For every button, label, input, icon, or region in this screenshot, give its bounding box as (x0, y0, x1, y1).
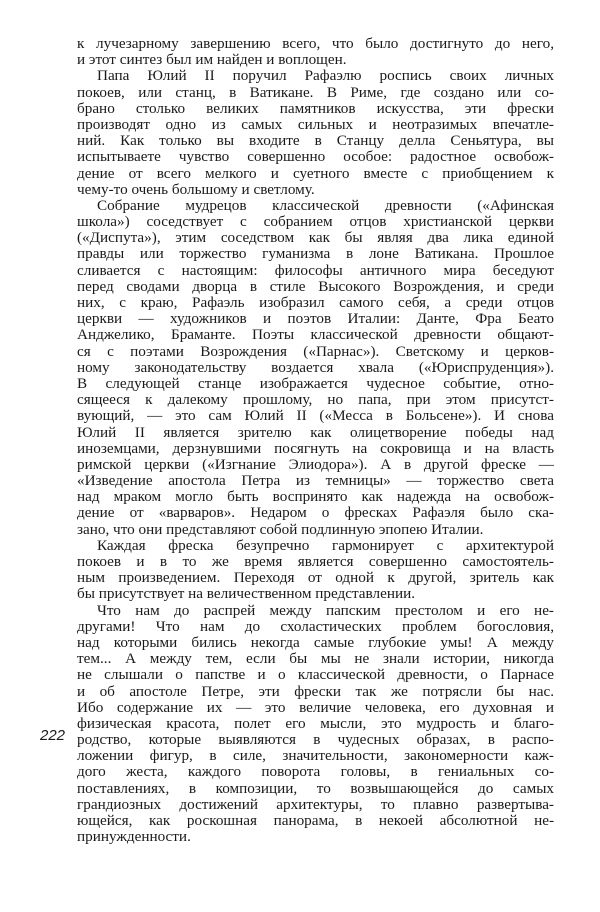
text-line: тем... А между тем, если бы мы не знали истории, никогда (77, 650, 554, 668)
text-line: физическая красота, полет его мысли, это мудрость и благо- (77, 714, 554, 732)
text-line: церкви — художников и поэтов Италии: Данте, Фра Беато (77, 310, 554, 328)
text-line: ний. Как только вы входите в Станцу делла Сеньятура, вы (77, 132, 554, 150)
page-number: 222 (40, 727, 66, 744)
text-line: не слышали о папстве и о классической древности, о Парнасе (77, 666, 554, 684)
text-line: покоев, или станц, в Ватикане. В Риме, где создано или со- (77, 83, 554, 101)
text-line: над которыми бились некогда самые глубокие умы! А между (77, 633, 554, 651)
text-line: поставлениях, в композиции, то возвышающейся до самых (77, 779, 554, 797)
text-line: перед сводами дворца в стиле Высокого Возрождения, и среди (77, 277, 554, 295)
paragraph (77, 198, 554, 538)
text-line: дого жеста, каждого поворота головы, в гениальных со- (77, 763, 554, 781)
text-line: иноземцами, дерзнувшими посягнуть на сокровища и на власть (77, 439, 554, 457)
paragraph (77, 36, 554, 68)
text-line: Собрание мудрецов классической древности («Афинская (97, 196, 554, 214)
text-line: и об апостоле Петре, эти фрески так же потрясли бы нас. (77, 682, 554, 700)
text-line: дение от всего мелкого и суетного вместе с приобщением к (77, 164, 554, 182)
text-line: другами! Что нам до схоластических проблем богословия, (77, 617, 554, 635)
text-line: ложении фигур, в силе, значительности, закономерности каж- (77, 747, 554, 765)
text-line: чему-то очень большому и светлому. (77, 180, 315, 198)
text-line: сящееся к далекому прошлому, но папа, при этом присутст- (77, 391, 554, 409)
text-line: ющейся, как роскошная панорама, в некоей абсолютной не- (77, 812, 554, 829)
text-line: производят одно из самых сильных и неотразимых впечатле- (77, 115, 554, 133)
text-line: и этот синтез был им найден и воплощен. (77, 51, 347, 69)
text-line: римской церкви («Изгнание Элиодора»). А в другой фреске — (77, 455, 554, 473)
text-line: над мраком могло быть воспринято как надежда на освобож- (77, 488, 554, 506)
text-line: брано столько великих памятников искусства, эти фрески (77, 99, 554, 117)
paragraph (77, 68, 554, 198)
text-line: Анджелико, Браманте. Поэты классической древности общают- (77, 326, 554, 344)
text-line: Каждая фреска безупречно гармонирует с архитектурой (97, 536, 554, 554)
text-line: родство, которые выявляются в чудесных образах, в распо- (77, 731, 554, 749)
text-line: вующий, — это сам Юлий II («Месса в Больсене»). И снова (77, 407, 554, 425)
text-line: дение от «варваров». Недаром о фресках Рафаэля было ска- (77, 504, 554, 522)
paragraph (77, 603, 554, 846)
text-line: них, с краю, Рафаэль изобразил самого себя, а среди отцов (77, 294, 554, 311)
text-line: бы присутствует на величественном представлении. (77, 585, 416, 603)
text-line: Юлий II является зрителю как олицетворение победы над (77, 423, 554, 441)
text-line: школа») соседствует с собранием отцов христианской церкви (77, 213, 554, 231)
text-line: принужденности. (77, 828, 191, 846)
paragraph (77, 538, 554, 603)
text-line: правды или торжество гуманизма в лоне Ватикана. Прошлое (77, 245, 554, 263)
text-line: («Диспута»), этим соседством как бы являя два лика единой (77, 229, 554, 247)
text-line: Ибо содержание их — это величие человека, его духовная и (77, 698, 554, 716)
text-line: испытываете чувство совершенно особое: радостное освобож- (77, 148, 554, 166)
text-line: зано, что они представляют собой подлинную эпопею Италии. (77, 520, 484, 538)
book-page-text (77, 36, 554, 845)
text-line: Папа Юлий II поручил Рафаэлю роспись своих личных (97, 67, 554, 85)
text-line: ным произведением. Переходя от одной к другой, зритель как (77, 569, 554, 587)
text-line: В следующей станце изображается чудесное событие, отно- (77, 374, 554, 392)
text-line: сливается с настоящим: философы античного мира беседуют (77, 261, 554, 279)
text-line: Что нам до распрей между папским престолом и его не- (97, 601, 554, 619)
text-line: ся с поэтами Возрождения («Парнас»). Светскому и церков- (77, 342, 554, 360)
text-line: грандиозных достижений архитектуры, то плавно развертыва- (77, 795, 554, 813)
text-line: «Изведение апостола Петра из темницы» — торжество света (77, 472, 554, 490)
text-line: к лучезарному завершению всего, что было достигнуто до него, (77, 35, 554, 52)
text-line: покоев и в то же время является совершенно самостоятель- (77, 553, 554, 570)
text-line: ному законодательству воздается хвала («Юриспруденция»). (77, 358, 554, 376)
